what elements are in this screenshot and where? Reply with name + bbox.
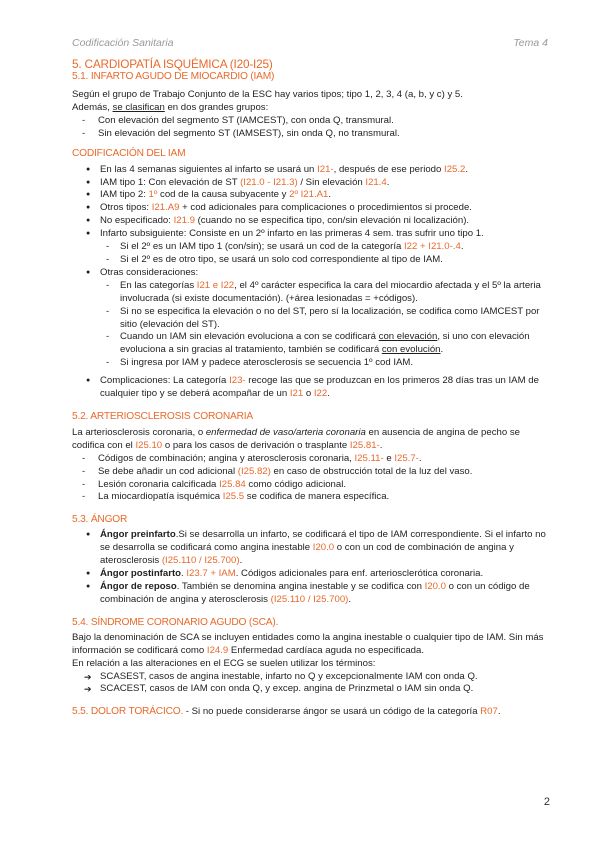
list-item: - Cuando un IAM sin elevación evoluciona a con se codificará con elevación, si uno con elevación evoluciona a sin gracias al tratamiento, también se codificará con evolución. xyxy=(100,331,554,357)
list-item: - Se debe añadir un cod adicional (I25.82) en caso de obstrucción total de la luz del vaso. xyxy=(72,466,554,479)
section-5-4-title: 5.4. SÍNDROME CORONARIO AGUDO (SCA). xyxy=(72,616,279,628)
list-item: - En las categorías I21 e I22, el 4º carácter especifica la cara del miocardio afectada y el 5º la arteria involucrada (si existe documentación). (+área lesionadas = +códigos). xyxy=(100,280,554,306)
arteriosclerosis-list xyxy=(72,453,554,505)
list-item: ● IAM tipo 2: 1º cod de la causa subyacente y 2º I21.A1. xyxy=(72,189,554,202)
list-item: ➔ SCASEST, casos de angina inestable, infarto no Q y excepcionalmente IAM con onda Q. xyxy=(72,671,554,684)
codificacion-list xyxy=(72,164,554,401)
header-right: Tema 4 xyxy=(513,37,548,49)
section-5-title: 5. CARDIOPATÍA ISQUÉMICA (I20-I25) xyxy=(72,57,273,71)
intro-paragraph: Según el grupo de Trabajo Conjunto de la ESC hay varios tipos; tipo 1, 2, 3, 4 (a, b, y c) y 5. xyxy=(72,89,463,100)
sca-list xyxy=(72,671,554,697)
sca-ecg-paragraph: En relación a las alteraciones en el ECG se suelen utilizar los términos: xyxy=(72,657,376,669)
list-item: ● Infarto subsiguiente: Consiste en un 2º infarto en las primeras 4 sem. tras sufrir uno tipo 1. - Si el 2º es un IAM tipo 1 (con/sin); se usará un cod de la categoría I22 + I21.0-.4. - Si el 2º es de otro tipo, se usará un solo cod correspondiente al tipo de IAM. xyxy=(72,228,554,267)
intro-list xyxy=(72,115,554,141)
intro-classify: Además, se clasifican en dos grandes grupos: xyxy=(72,101,269,113)
angor-list xyxy=(72,529,554,606)
list-item: - Códigos de combinación; angina y aterosclerosis coronaria, I25.11- e I25.7-. xyxy=(72,453,554,466)
list-item: ● Ángor de reposo. También se denomina angina inestable y se codifica con I20.0 o con un código de combinación de angina y aterosclerosis (I25.110 / I25.700). xyxy=(72,581,554,607)
list-item: - Lesión coronaria calcificada I25.84 como código adicional. xyxy=(72,479,554,492)
list-item: - Si ingresa por IAM y padece aterosclerosis se secuencia 1º cod IAM. xyxy=(100,357,554,370)
section-5-2-title: 5.2. ARTERIOSCLEROSIS CORONARIA xyxy=(72,410,253,422)
list-item: - Con elevación del segmento ST (IAMCEST), con onda Q, transmural. xyxy=(72,115,554,128)
arteriosclerosis-paragraph: La arteriosclerosis coronaria, o enfermedad de vaso/arteria coronaria en ausencia de angina de pecho se codifica con el I25.10 o para los casos de derivación o trasplante I25.81-. xyxy=(72,426,520,451)
list-item: - Si el 2º es un IAM tipo 1 (con/sin); se usará un cod de la categoría I22 + I21.0-.4. xyxy=(100,241,554,254)
sca-paragraph: Bajo la denominación de SCA se incluyen entidades como la angina inestable o cualquier tipo de IAM. Sin más información se codificará como I24.9 Enfermedad cardíaca aguda no especificada. xyxy=(72,631,544,656)
section-5-1-title: 5.1. INFARTO AGUDO DE MIOCARDIO (IAM) xyxy=(72,71,275,82)
header-left: Codificación Sanitaria xyxy=(72,37,174,49)
list-item: ● Ángor preinfarto.Si se desarrolla un infarto, se codificará el tipo de IAM correspondiente. Si el infarto no se desarrolla se codificará como angina inestable I20.0 o con un cod de combinación de angina y aterosclerosis (I25.110 / I25.700). xyxy=(72,529,554,568)
list-item: ● Ángor postinfarto. I23.7 + IAM. Códigos adicionales para enf. arteriosclerótica coronaria. xyxy=(72,568,554,581)
list-item: ● Complicaciones: La categoría I23- recoge las que se produzcan en los primeros 28 días tras un IAM de cualquier tipo y se deberá acompañar de un I21 o I22. xyxy=(72,375,554,401)
content xyxy=(72,58,554,719)
list-item: ● IAM tipo 1: Con elevación de ST (I21.0 - I21.3) / Sin elevación I21.4. xyxy=(72,177,554,190)
list-item: - Si no se especifica la elevación o no del ST, pero sí la localización, se codifica como IAMCEST por sitio (elevación del ST). xyxy=(100,306,554,332)
list-item: ➔ SCACEST, casos de IAM con onda Q, y excep. angina de Prinzmetal o IAM sin onda Q. xyxy=(72,683,554,696)
section-5-5: 5.5. DOLOR TORÁCICO. - Si no puede considerarse ángor se usará un código de la categoría R07. xyxy=(72,706,501,718)
list-item: ● Otras consideraciones: - En las categorías I21 e I22, el 4º carácter especifica la cara del miocardio afectada y el 5º la arteria involucrada (si existe documentación). (+área lesionadas = +códigos). - Si no se especifica la elevación o no del ST, pero sí la localización, se codifica como IAMCEST por sitio (elevación del ST). - Cuando un IAM sin elevación evoluciona a con se codificará con elevación, si uno con elevación evoluciona a sin gracias al tratamiento, también se codificará con evolución. - Si ingresa por IAM y padece aterosclerosis se secuencia 1º cod IAM. xyxy=(72,267,554,370)
codificacion-title: CODIFICACIÓN DEL IAM xyxy=(72,147,186,159)
list-item: - La miocardiopatía isquémica I25.5 se codifica de manera específica. xyxy=(72,491,554,504)
list-item: ● Otros tipos: I21.A9 + cod adicionales para complicaciones o procedimientos si procede. xyxy=(72,202,554,215)
section-5-5-title: 5.5. DOLOR TORÁCICO. xyxy=(72,706,184,718)
section-5-3-title: 5.3. ÁNGOR xyxy=(72,514,128,526)
page-number: 2 xyxy=(543,796,550,808)
list-item: - Si el 2º es de otro tipo, se usará un solo cod correspondiente al tipo de IAM. xyxy=(100,254,554,267)
list-item: - Sin elevación del segmento ST (IAMSEST), sin onda Q, no transmural. xyxy=(72,128,554,141)
list-item: ● No especificado: I21.9 (cuando no se especifica tipo, con/sin elevación ni localización). xyxy=(72,215,554,228)
list-item: ● En las 4 semanas siguientes al infarto se usará un I21-, después de ese periodo I25.2. xyxy=(72,164,554,177)
